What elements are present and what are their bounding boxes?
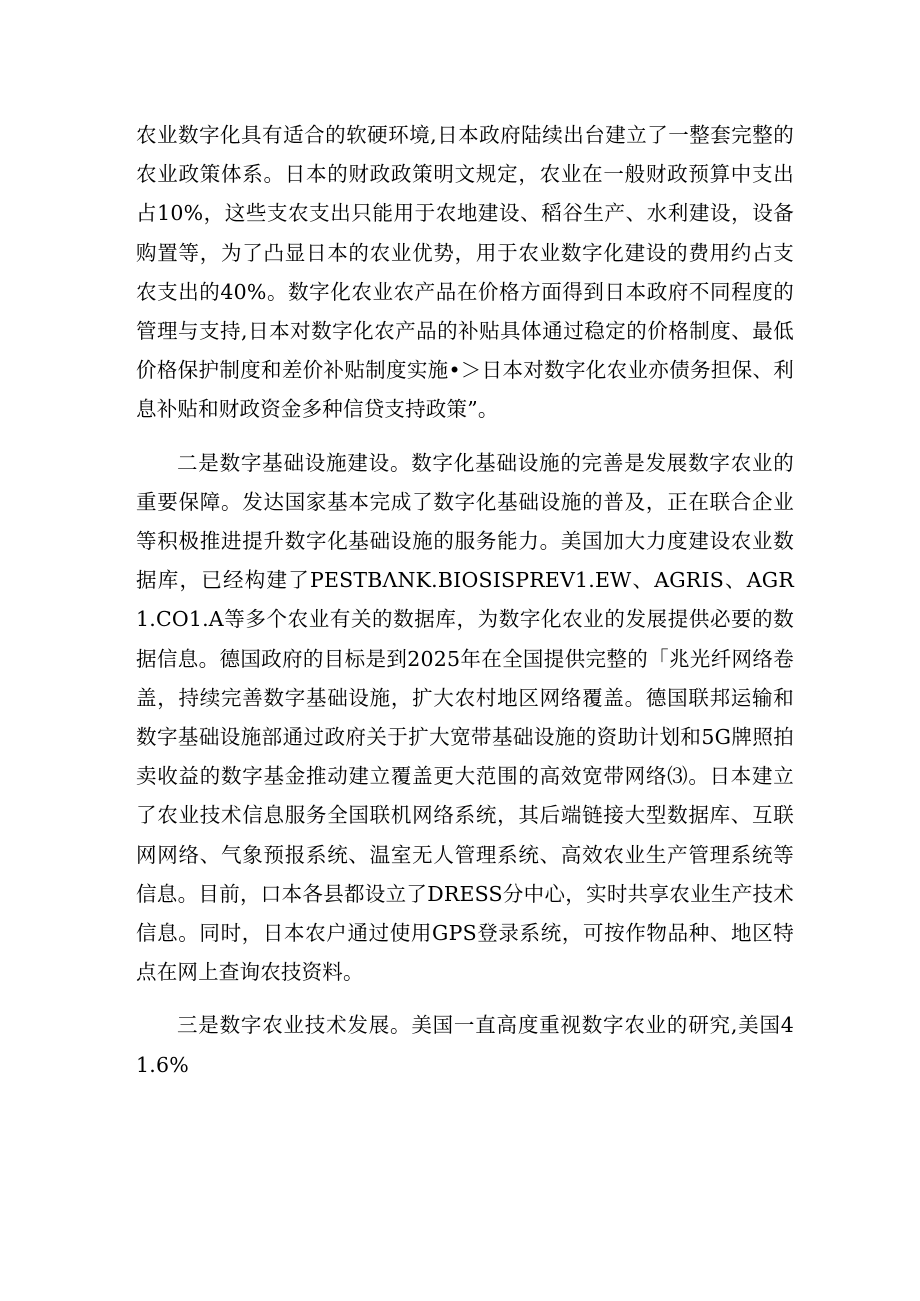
paragraph-digital-agri-tech: 三是数字农业技术发展。美国一直高度重视数字农业的研究,美国41.6% [136,1013,794,1077]
paragraph-agri-policy: 农业数字化具有适合的软硬环境,日本政府陆续出台建立了一整套完整的农业政策体系。日本的财政政策明文规定，农业在一般财政预算中支出占10%，这些支农支出只能用于农地建设、稻谷生产、水利建设，设备购置等，为了凸显日本的农业优势，用于农业数字化建设的费用约占支农支出的40%。数字化农业农产品在价格方面得到日本政府不同程度的管理与支持,日本对数字化农产品的补贴具体通过稳定的价格制度、最低价格保护制度和差价补贴制度实施•＞日本对数字化农业亦债务担保、利息补贴和财政资金多种信贷支持政策”。 [136,123,794,422]
document-page [136,116,794,1099]
paragraph-digital-infrastructure: 二是数字基础设施建设。数字化基础设施的完善是发展数字农业的重要保障。发达国家基本完成了数字化基础设施的普及，正在联合企业等积极推进提升数字化基础设施的服务能力。美国加大力度建设农业数据库，已经构建了PESTBΛNK.BIOSISPREV1.EW、AGRIS、AGR1.CO1.A等多个农业有关的数据库，为数字化农业的发展提供必要的数据信息。德国政府的目标是到2025年在全国提供完整的「兆光纤网络卷盖，持续完善数字基础设施，扩大农村地区网络覆盖。德国联邦运输和数字基础设施部通过政府关于扩大宽带基础设施的资助计划和5G牌照拍卖收益的数字基金推动建立覆盖更大范围的高效宽带网络⑶。日本建立了农业技术信息服务全国联机网络系统，其后端链接大型数据库、互联网网络、气象预报系统、温室无人管理系统、高效农业生产管理系统等信息。目前，口本各县都设立了DRESS分中心，实时共享农业生产技术信息。同时，日本农户通过使用GPS登录系统，可按作物品种、地区特点在网上查询农技资料。 [136,450,794,985]
